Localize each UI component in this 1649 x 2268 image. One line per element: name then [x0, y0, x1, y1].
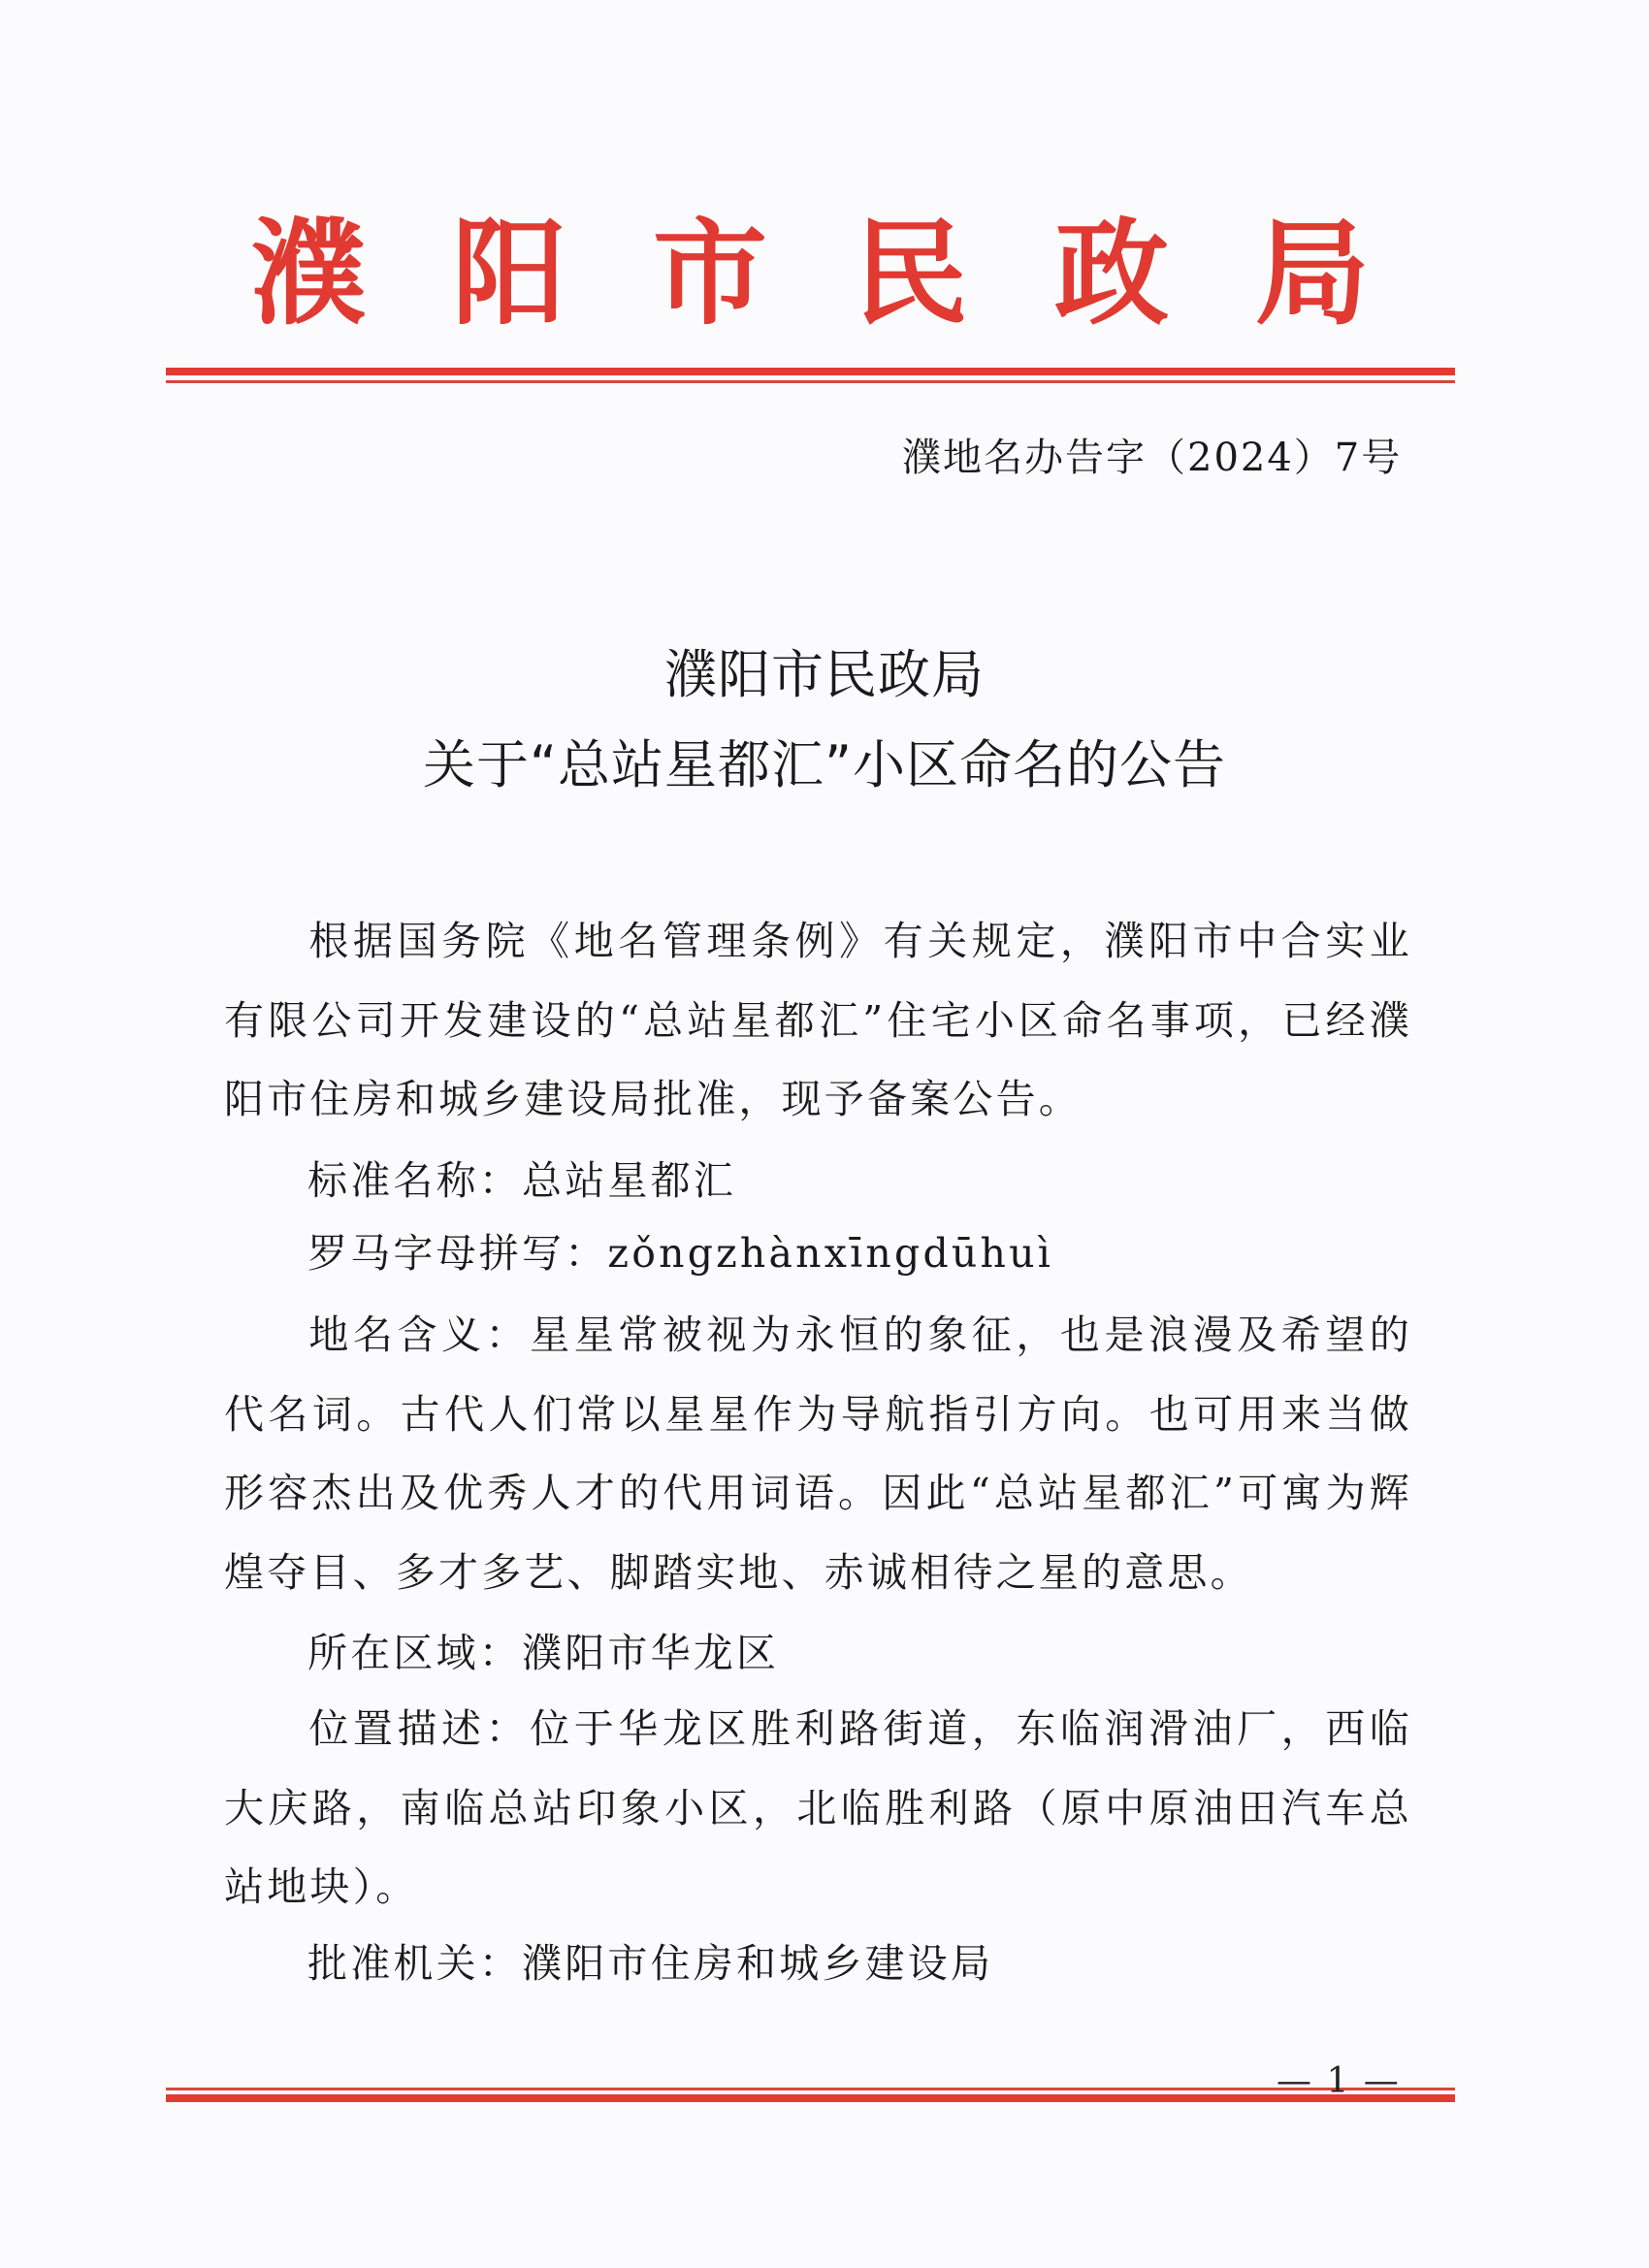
- approval-authority-line: 批准机关：濮阳市住房和城乡建设局: [307, 1940, 994, 1987]
- standard-name-line: 标准名称：总站星都汇: [307, 1157, 736, 1204]
- letterhead-char: 市: [652, 206, 767, 340]
- header-rule-thick: [166, 368, 1455, 375]
- letterhead-char: 民: [853, 206, 968, 340]
- letterhead-title: [166, 206, 1455, 340]
- page-number: — 1 —: [1277, 2061, 1401, 2101]
- intro-text: 根据国务院《地名管理条例》有关规定，濮阳市中合实业有限公司开发建设的“总站星都汇”住宅小区命名事项，已经濮阳市住房和城乡建设局批准，现予备案公告。: [224, 918, 1412, 1122]
- letterhead-char: 局: [1254, 206, 1370, 340]
- intro-paragraph: [224, 902, 1412, 1140]
- header-rule-thin: [166, 380, 1455, 383]
- meaning-paragraph: [224, 1296, 1412, 1612]
- letterhead-char: 政: [1053, 206, 1169, 340]
- footer-rule-thin: [166, 2088, 1455, 2090]
- location-text: 位置描述：位于华龙区胜利路街道，东临润滑油厂，西临大庆路，南临总站印象小区，北临胜利路（原中原油田汽车总站地块）。: [224, 1705, 1412, 1910]
- footer-rule-thick: [166, 2094, 1455, 2102]
- romanization-line: 罗马字母拼写：zǒngzhànxīngdūhuì: [307, 1230, 1054, 1277]
- location-paragraph: [224, 1690, 1412, 1928]
- notice-subject-title: 关于“总站星都汇”小区命名的公告: [423, 734, 1226, 795]
- letterhead-char: 濮: [251, 206, 367, 340]
- document-number: 濮地名办告字（2024）7号: [902, 436, 1403, 480]
- letterhead-char: 阳: [451, 206, 566, 340]
- region-line: 所在区域：濮阳市华龙区: [307, 1630, 780, 1676]
- notice-issuer-title: 濮阳市民政局: [664, 644, 985, 705]
- meaning-text: 地名含义：星星常被视为永恒的象征，也是浪漫及希望的代名词。古代人们常以星星作为导航指引方向。也可用来当做形容杰出及优秀人才的代用词语。因此“总站星都汇”可寓为辉煌夺目、多才多艺、脚踏实地、赤诚相待之星的意思。: [224, 1312, 1412, 1596]
